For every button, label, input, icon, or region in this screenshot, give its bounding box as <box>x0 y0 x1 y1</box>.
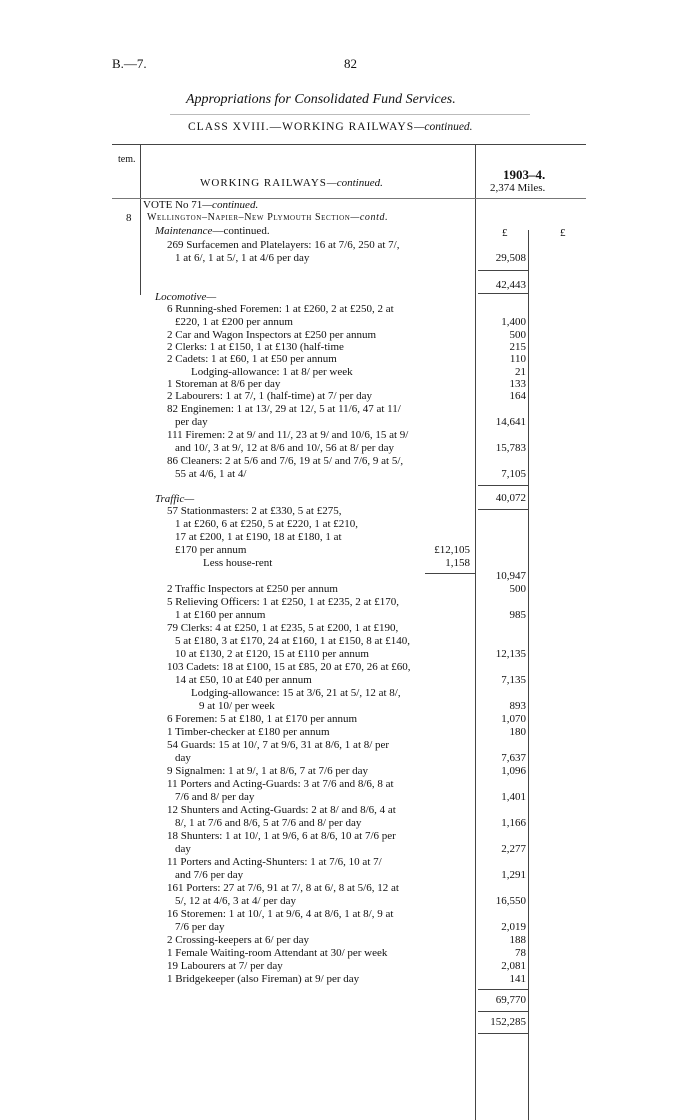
amount: 893 <box>509 700 526 712</box>
year-header: 1903–4. <box>503 167 546 182</box>
line-item-cont: 7/6 per day <box>175 921 225 933</box>
amount: 215 <box>509 341 526 353</box>
line-item: 6 Running-shed Foremen: 1 at £260, 2 at £250, 2 at <box>167 303 394 315</box>
line-item-cont: £170 per annum <box>175 544 247 556</box>
line-item-cont: 8/, 1 at 7/6 and 8/6, 5 at 7/6 and 8/ per day <box>175 817 362 829</box>
amount: 133 <box>509 378 526 390</box>
line-item: 2 Car and Wagon Inspectors at £250 per annum <box>167 329 377 341</box>
line-item: 111 Firemen: 2 at 9/ and 11/, 23 at 9/ and 10/6, 15 at 9/ <box>167 429 409 441</box>
line-item-cont: and 10/, 3 at 9/, 12 at 8/6 and 10/, 56 at 8/ per day <box>175 442 395 454</box>
line-item-cont: Less house-rent <box>203 557 273 569</box>
amount: 1,070 <box>501 713 526 725</box>
line-item-cont: 17 at £200, 1 at £190, 18 at £180, 1 at <box>175 531 342 543</box>
line-item: 16 Storemen: 1 at 10/, 1 at 9/6, 4 at 8/6, 1 at 8/, 9 at <box>167 908 394 920</box>
line-item: 54 Guards: 15 at 10/, 7 at 9/6, 31 at 8/6, 1 at 8/ per <box>167 739 390 751</box>
line-item: Lodging-allowance: 1 at 8/ per week <box>191 366 353 378</box>
page-number: 82 <box>344 56 357 71</box>
amount: 10,947 <box>495 570 526 582</box>
line-item: 9 Signalmen: 1 at 9/, 1 at 8/6, 7 at 7/6 per day <box>167 765 369 777</box>
line-item: 2 Clerks: 1 at £150, 1 at £130 (half-time <box>167 341 344 353</box>
amount: 7,105 <box>501 468 526 480</box>
line-item-cont: 14 at £50, 10 at £40 per annum <box>175 674 312 686</box>
amount: 21 <box>515 366 526 378</box>
locomotive-heading: Locomotive— <box>155 291 217 303</box>
amount: 29,508 <box>495 252 526 264</box>
line-item-cont: day <box>175 843 191 855</box>
amount: 1,096 <box>501 765 526 777</box>
amount: 188 <box>509 934 526 946</box>
amount: 500 <box>509 583 526 595</box>
amount: 12,135 <box>495 648 526 660</box>
amount: 180 <box>509 726 526 738</box>
line-item: 1 Female Waiting-room Attendant at 30/ per week <box>167 947 388 959</box>
subtotal-locomotive: 40,072 <box>495 492 526 504</box>
amount: 7,135 <box>501 674 526 686</box>
line-item: 1 Storeman at 8/6 per day <box>167 378 281 390</box>
subtotal-traffic: 69,770 <box>495 994 526 1006</box>
amount: 2,081 <box>501 960 526 972</box>
line-item-cont: 5/, 12 at 4/6, 3 at 4/ per day <box>175 895 296 907</box>
page-title: Appropriations for Consolidated Fund Services. <box>186 92 456 107</box>
line-item: 2 Crossing-keepers at 6/ per day <box>167 934 310 946</box>
pound-sign-1: £ <box>502 227 508 239</box>
line-item: 269 Surfacemen and Platelayers: 16 at 7/6, 250 at 7/, <box>167 239 400 251</box>
amount: 16,550 <box>495 895 526 907</box>
line-item: 2 Traffic Inspectors at £250 per annum <box>167 583 338 595</box>
line-item: 161 Porters: 27 at 7/6, 91 at 7/, 8 at 6/, 8 at 5/6, 12 at <box>167 882 399 894</box>
line-item-cont: and 7/6 per day <box>175 869 244 881</box>
line-item-cont: day <box>175 752 191 764</box>
document-reference: B.—7. <box>112 56 147 71</box>
class-title: CLASS XVIII.—WORKING RAILWAYS—continued. <box>188 121 473 133</box>
amount: 985 <box>509 609 526 621</box>
line-item-cont: 55 at 4/6, 1 at 4/ <box>175 468 247 480</box>
amount: 15,783 <box>495 442 526 454</box>
line-item: 6 Foremen: 5 at £180, 1 at £170 per annum <box>167 713 358 725</box>
line-item: 57 Stationmasters: 2 at £330, 5 at £275, <box>167 505 342 517</box>
line-item-cont: 1 at £260, 6 at £250, 5 at £220, 1 at £210, <box>175 518 359 530</box>
miles-header: 2,374 Miles. <box>490 182 546 194</box>
amount: 1,291 <box>501 869 526 881</box>
line-item: 1 Bridgekeeper (also Fireman) at 9/ per day <box>167 973 360 985</box>
section-name: Wellington–Napier–New Plymouth Section—contd. <box>147 212 389 223</box>
line-item: 103 Cadets: 18 at £100, 15 at £85, 20 at £70, 26 at £60, <box>167 661 411 673</box>
vote-label: VOTE No 71—continued. <box>143 199 259 211</box>
subtotal-maintenance: 42,443 <box>495 279 526 291</box>
line-item: 12 Shunters and Acting-Guards: 2 at 8/ and 8/6, 4 at <box>167 804 396 816</box>
line-item-cont: 7/6 and 8/ per day <box>175 791 255 803</box>
amount: 1,400 <box>501 316 526 328</box>
line-item: 79 Clerks: 4 at £250, 1 at £235, 5 at £200, 1 at £190, <box>167 622 399 634</box>
grand-total: 152,285 <box>490 1016 526 1028</box>
amount: 78 <box>515 947 526 959</box>
line-item: 5 Relieving Officers: 1 at £250, 1 at £235, 2 at £170, <box>167 596 399 608</box>
line-item: Lodging-allowance: 15 at 3/6, 21 at 5/, 12 at 8/, <box>191 687 401 699</box>
line-item: 11 Porters and Acting-Shunters: 1 at 7/6, 10 at 7/ <box>167 856 382 868</box>
line-item-cont: 5 at £180, 3 at £170, 24 at £160, 1 at £150, 8 at £140, <box>175 635 410 647</box>
line-item: 2 Labourers: 1 at 7/, 1 (half-time) at 7/ per day <box>167 390 372 402</box>
maintenance-heading: Maintenance—continued. <box>155 225 270 237</box>
line-item: 1 Timber-checker at £180 per annum <box>167 726 330 738</box>
line-item-cont: 10 at £130, 2 at £120, 15 at £110 per annum <box>175 648 369 660</box>
line-item-cont: £220, 1 at £200 per annum <box>175 316 293 328</box>
amount: 1,166 <box>501 817 526 829</box>
sub-amount: £12,105 <box>434 544 470 556</box>
item-number: 8 <box>126 212 132 224</box>
amount: 164 <box>509 390 526 402</box>
amount: 1,401 <box>501 791 526 803</box>
item-column-header: tem. <box>118 154 136 165</box>
line-item: 2 Cadets: 1 at £60, 1 at £50 per annum <box>167 353 337 365</box>
line-item: 19 Labourers at 7/ per day <box>167 960 283 972</box>
line-item: 18 Shunters: 1 at 10/, 1 at 9/6, 6 at 8/6, 10 at 7/6 per <box>167 830 396 842</box>
sub-amount: 1,158 <box>445 557 470 569</box>
traffic-heading: Traffic— <box>155 493 195 505</box>
line-item-cont: 1 at £160 per annum <box>175 609 266 621</box>
amount: 500 <box>509 329 526 341</box>
line-item: 82 Enginemen: 1 at 13/, 29 at 12/, 5 at 11/6, 47 at 11/ <box>167 403 401 415</box>
section-title: WORKING RAILWAYS—continued. <box>200 177 383 189</box>
line-item-cont: per day <box>175 416 208 428</box>
line-item-cont: 9 at 10/ per week <box>199 700 275 712</box>
line-item: 11 Porters and Acting-Guards: 3 at 7/6 and 8/6, 8 at <box>167 778 394 790</box>
amount: 14,641 <box>495 416 526 428</box>
line-item-cont: 1 at 6/, 1 at 5/, 1 at 4/6 per day <box>175 252 310 264</box>
line-item: 86 Cleaners: 2 at 5/6 and 7/6, 19 at 5/ and 7/6, 9 at 5/, <box>167 455 404 467</box>
amount: 110 <box>509 353 526 365</box>
pound-sign-2: £ <box>560 227 566 239</box>
amount: 2,277 <box>501 843 526 855</box>
amount: 7,637 <box>501 752 526 764</box>
amount: 141 <box>509 973 526 985</box>
amount: 2,019 <box>501 921 526 933</box>
